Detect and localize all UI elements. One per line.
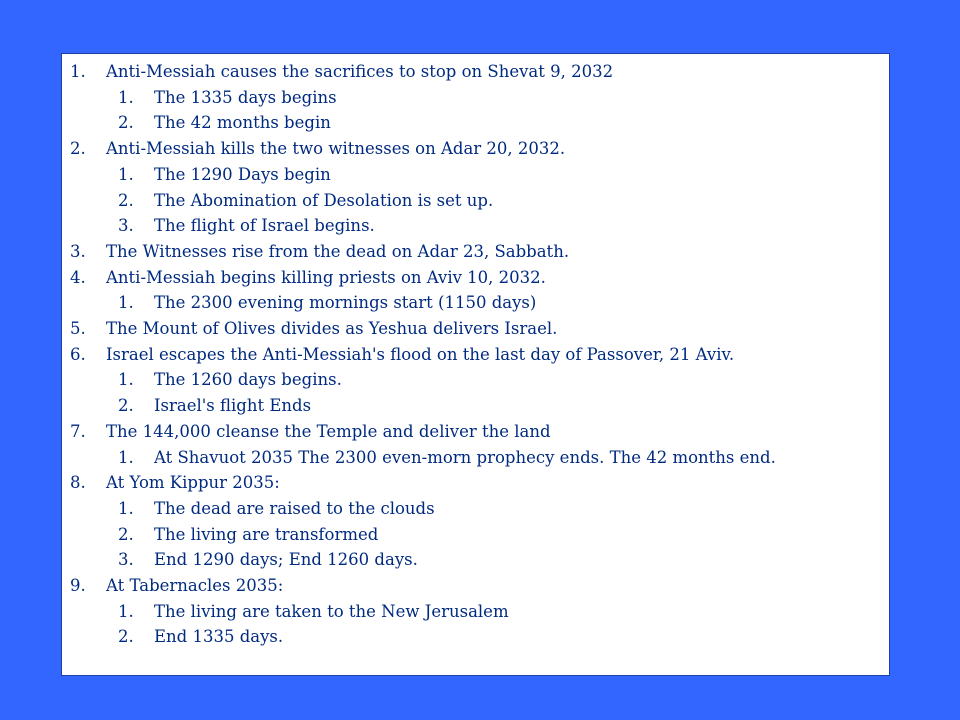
- sub-item-number: 2.: [118, 627, 134, 647]
- sub-item-text: The 1260 days begins.: [154, 370, 342, 390]
- item-text: At Tabernacles 2035:: [106, 576, 284, 596]
- sub-list-item: [62, 188, 889, 214]
- item-number: 7.: [70, 421, 86, 441]
- sub-item-text: The 42 months begin: [154, 113, 331, 133]
- item-number: 9.: [70, 576, 86, 596]
- content-panel: [61, 53, 890, 676]
- sub-item-text: The 1290 Days begin: [154, 164, 331, 184]
- list-item: [62, 239, 889, 265]
- sub-item-number: 2.: [118, 190, 134, 210]
- sub-list-item: [62, 367, 889, 393]
- list-item: [62, 342, 889, 368]
- sub-item-text: The living are transformed: [154, 524, 379, 544]
- item-number: 8.: [70, 473, 86, 493]
- list-item: [62, 265, 889, 291]
- sub-item-number: 1.: [118, 447, 134, 467]
- item-text: The Mount of Olives divides as Yeshua delivers Israel.: [106, 319, 558, 339]
- sub-list-item: [62, 624, 889, 650]
- item-text: Anti-Messiah begins killing priests on Aviv 10, 2032.: [106, 267, 546, 287]
- item-number: 4.: [70, 267, 86, 287]
- sub-item-number: 2.: [118, 113, 134, 133]
- sub-list-item: [62, 110, 889, 136]
- sub-item-number: 3.: [118, 550, 134, 570]
- list-item: [62, 573, 889, 599]
- sub-list-item: [62, 522, 889, 548]
- sub-list-item: [62, 599, 889, 625]
- item-number: 6.: [70, 344, 86, 364]
- sub-item-number: 1.: [118, 164, 134, 184]
- sub-list-item: [62, 162, 889, 188]
- item-text: The 144,000 cleanse the Temple and deliver the land: [106, 421, 551, 441]
- sub-item-text: End 1290 days; End 1260 days.: [154, 550, 418, 570]
- list-item: [62, 419, 889, 445]
- sub-item-text: The Abomination of Desolation is set up.: [154, 190, 494, 210]
- item-text: The Witnesses rise from the dead on Adar 23, Sabbath.: [106, 241, 570, 261]
- sub-item-number: 1.: [118, 601, 134, 621]
- sub-list-item: [62, 496, 889, 522]
- item-number: 1.: [70, 62, 86, 81]
- sub-item-text: The 2300 evening mornings start (1150 days): [154, 293, 537, 313]
- list-item: [62, 470, 889, 496]
- sub-item-number: 1.: [118, 293, 134, 313]
- sub-item-text: The dead are raised to the clouds: [154, 498, 435, 518]
- item-text: Anti-Messiah kills the two witnesses on Adar 20, 2032.: [106, 139, 566, 159]
- sub-list-item: [62, 393, 889, 419]
- sub-list-item: [62, 547, 889, 573]
- sub-item-number: 2.: [118, 396, 134, 416]
- sub-list-item: [62, 445, 889, 471]
- list-item: [62, 316, 889, 342]
- sub-item-text: The living are taken to the New Jerusalem: [154, 601, 509, 621]
- item-text: Anti-Messiah causes the sacrifices to stop on Shevat 9, 2032: [106, 62, 614, 81]
- sub-item-text: At Shavuot 2035 The 2300 even-morn prophecy ends. The 42 months end.: [154, 447, 776, 467]
- sub-list-item: [62, 85, 889, 111]
- item-number: 3.: [70, 241, 86, 261]
- sub-item-text: The 1335 days begins: [154, 87, 337, 107]
- list-item: [62, 136, 889, 162]
- sub-item-text: End 1335 days.: [154, 627, 284, 647]
- sub-list-item: [62, 290, 889, 316]
- sub-item-number: 1.: [118, 498, 134, 518]
- list-item: [62, 59, 889, 85]
- sub-item-number: 1.: [118, 370, 134, 390]
- item-number: 5.: [70, 319, 86, 339]
- item-number: 2.: [70, 139, 86, 159]
- sub-list-item: [62, 213, 889, 239]
- item-text: At Yom Kippur 2035:: [106, 473, 280, 493]
- item-text: Israel escapes the Anti-Messiah's flood on the last day of Passover, 21 Aviv.: [106, 344, 735, 364]
- sub-item-number: 2.: [118, 524, 134, 544]
- sub-item-text: The flight of Israel begins.: [154, 216, 375, 236]
- sub-item-number: 1.: [118, 87, 134, 107]
- timeline-list: [62, 59, 889, 650]
- sub-item-number: 3.: [118, 216, 134, 236]
- sub-item-text: Israel's flight Ends: [154, 396, 312, 416]
